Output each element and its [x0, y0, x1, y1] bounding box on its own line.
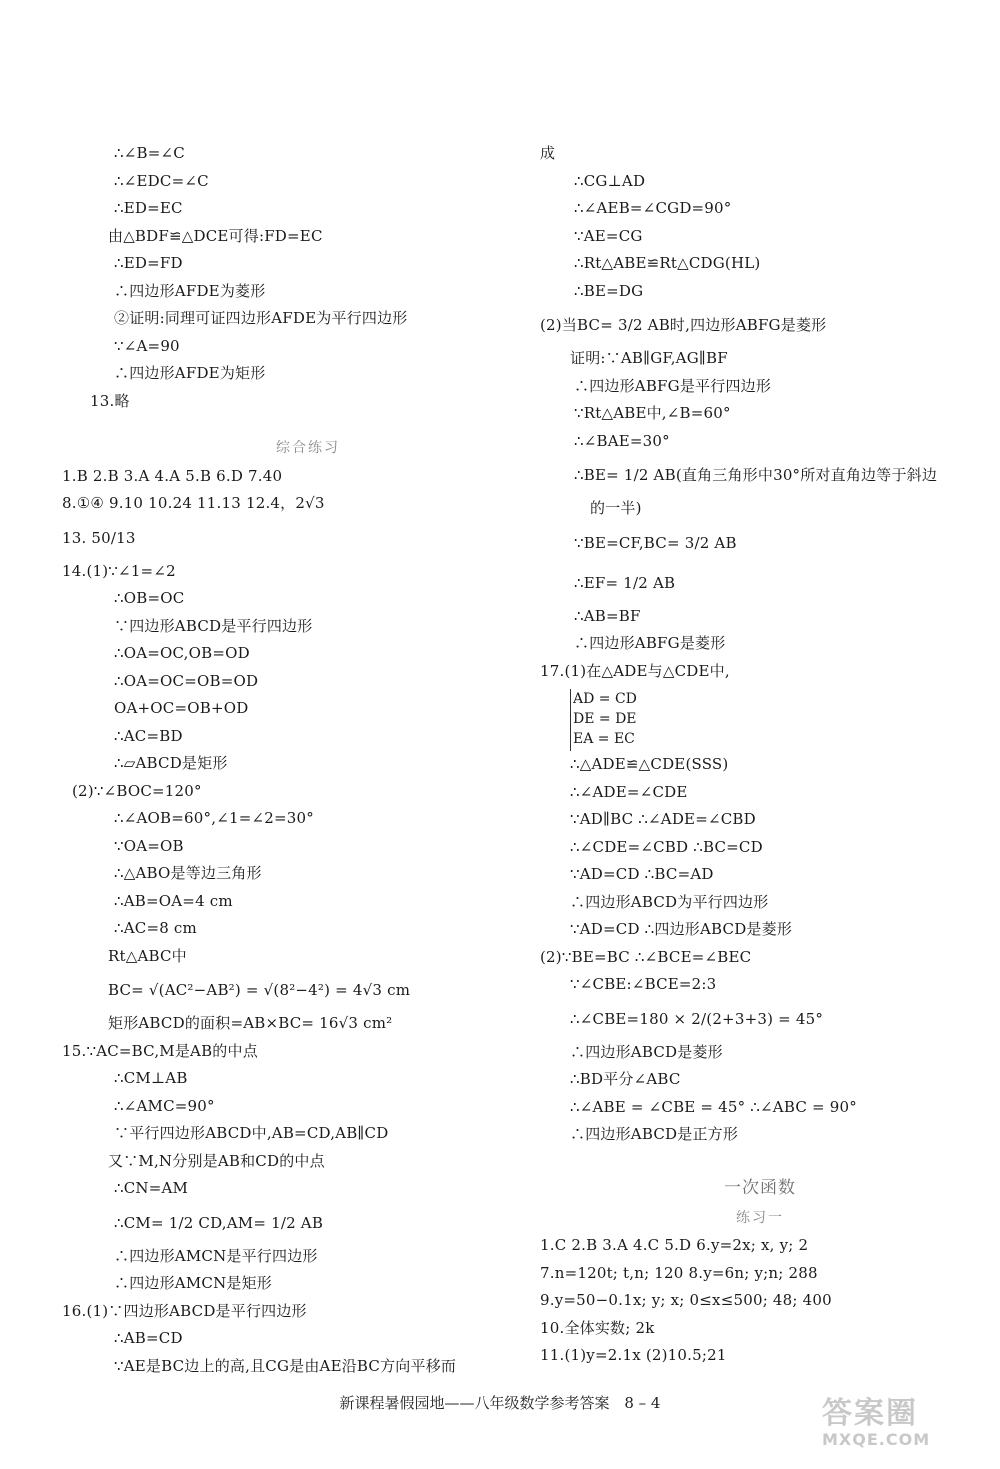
equation-line: AD = CD	[573, 691, 637, 707]
text-line: ∵∠CBE:∠BCE=2:3	[570, 975, 717, 993]
text-line: 16.(1)∵四边形ABCD是平行四边形	[62, 1301, 307, 1320]
watermark-url: MXQE.COM	[822, 1430, 931, 1449]
text-line: ∴CM⊥AB	[114, 1069, 188, 1087]
text-line: 成	[540, 144, 556, 162]
text-line: ∴AB=OA=4 cm	[114, 891, 233, 910]
text-line: ∴∠AOB=60°,∠1=∠2=30°	[114, 809, 314, 827]
text-line: ∴四边形AMCN是矩形	[114, 1274, 272, 1292]
text-line: 17.(1)在△ADE与△CDE中,	[540, 661, 730, 680]
text-line: ∴∠B=∠C	[114, 144, 185, 162]
text-line: ∴CG⊥AD	[574, 171, 646, 190]
text-line: ∴∠BAE=30°	[574, 431, 670, 450]
text-line: ∴ED=EC	[114, 199, 183, 217]
text-line: BC= √(AC²−AB²) = √(8²−4²) = 4√3 cm	[108, 981, 411, 999]
text-line: 7.n=120t; t,n; 120 8.y=6n; y;n; 288	[540, 1263, 818, 1282]
text-line: ∴AC=BD	[114, 726, 183, 745]
text-line: ∵∠A=90	[114, 336, 180, 355]
text-line: ∴BD平分∠ABC	[570, 1070, 681, 1088]
text-line: ∵AE是BC边上的高,且CG是由AE沿BC方向平移而	[114, 1356, 457, 1375]
equation-line: DE = DE	[573, 711, 637, 727]
text-line: 14.(1)∵∠1=∠2	[62, 561, 176, 580]
right-column	[540, 140, 980, 1370]
equation-system	[570, 689, 980, 751]
text-line: 10.全体实数; 2k	[540, 1318, 655, 1337]
text-line: ∴四边形ABCD是菱形	[570, 1042, 723, 1061]
text-line: (2)∵BE=BC ∴∠BCE=∠BEC	[540, 947, 752, 966]
text-line: ∴∠CBE=180 × 2/(2+3+3) = 45°	[570, 1009, 824, 1028]
text-line: ∵AD=CD ∴四边形ABCD是菱形	[570, 920, 793, 938]
page-number: 8 – 4	[624, 1394, 661, 1412]
text-line: Rt△ABC中	[108, 946, 187, 965]
text-line: ∴BE= 1/2 AB(直角三角形中30°所对直角边等于斜边	[574, 466, 938, 484]
text-line: ∴∠EDC=∠C	[114, 171, 209, 190]
text-line: 的一半)	[590, 499, 642, 517]
text-line: ∴△ABO是等边三角形	[114, 864, 262, 882]
text-line: 1.B 2.B 3.A 4.A 5.B 6.D 7.40	[62, 466, 283, 485]
text-line: 13. 50/13	[62, 528, 136, 547]
text-line: ∴AC=8 cm	[114, 919, 197, 937]
text-line: 13.略	[90, 391, 130, 410]
text-line: ∵四边形ABCD是平行四边形	[114, 616, 313, 635]
text-line: 由△BDF≌△DCE可得:FD=EC	[108, 226, 323, 245]
text-line: ∴AB=BF	[574, 606, 641, 625]
text-line: 1.C 2.B 3.A 4.C 5.D 6.y=2x; x, y; 2	[540, 1236, 809, 1254]
text-line: ∵AD=CD ∴BC=AD	[570, 865, 714, 883]
text-line: (2)当BC= 3/2 AB时,四边形ABFG是菱形	[540, 316, 827, 334]
text-line: ∴AB=CD	[114, 1329, 183, 1347]
text-line: ∴四边形ABFG是平行四边形	[574, 376, 772, 395]
text-line: 矩形ABCD的面积=AB×BC= 16√3 cm²	[108, 1014, 393, 1032]
section-heading: 综合练习	[276, 440, 340, 456]
text-line: ∴∠AEB=∠CGD=90°	[574, 199, 732, 217]
text-line: ∴∠ADE=∠CDE	[570, 782, 688, 801]
text-line: ∵平行四边形ABCD中,AB=CD,AB∥CD	[114, 1124, 389, 1142]
watermark-logo	[822, 1388, 930, 1449]
text-line: ∴ED=FD	[114, 254, 183, 272]
sub-heading: 练习一	[736, 1209, 784, 1226]
text-line: ∴四边形AFDE为菱形	[114, 281, 266, 300]
text-line: ∴CN=AM	[114, 1179, 189, 1197]
text-line: 又∵M,N分别是AB和CD的中点	[108, 1151, 325, 1170]
text-line: ∴∠AMC=90°	[114, 1096, 215, 1115]
footer-title: 新课程暑假园地——八年级数学参考答案	[339, 1394, 610, 1412]
text-line: ②证明:同理可证四边形AFDE为平行四边形	[114, 309, 408, 327]
text-line: ∴四边形ABCD是正方形	[570, 1125, 739, 1143]
text-line: ∵AE=CG	[574, 226, 643, 245]
text-line: OA+OC=OB+OD	[114, 699, 249, 717]
text-line: 15.∵AC=BC,M是AB的中点	[62, 1041, 258, 1060]
watermark-text: 答案圈	[822, 1396, 918, 1431]
text-line: 证明:∵AB∥GF,AG∥BF	[570, 349, 728, 367]
text-line: 9.y=50−0.1x; y; x; 0≤x≤500; 48; 400	[540, 1291, 832, 1309]
text-line: ∵BE=CF,BC= 3/2 AB	[574, 533, 737, 552]
text-line: ∴△ADE≌△CDE(SSS)	[570, 755, 729, 773]
left-column	[62, 140, 508, 1380]
text-line: ∴四边形ABCD为平行四边形	[570, 892, 769, 911]
text-line: ∴OA=OC=OB=OD	[114, 671, 259, 690]
equation-line: EA = EC	[573, 731, 635, 747]
text-line: ∵OA=OB	[114, 836, 184, 855]
text-line: ∴CM= 1/2 CD,AM= 1/2 AB	[114, 1213, 324, 1232]
chapter-heading: 一次函数	[724, 1177, 796, 1198]
text-line: ∴OA=OC,OB=OD	[114, 644, 250, 662]
text-line: 8.①④ 9.10 10.24 11.13 12.4，2√3	[62, 494, 325, 512]
text-line: ∴OB=OC	[114, 589, 185, 607]
text-line: ∴四边形AMCN是平行四边形	[114, 1246, 318, 1265]
text-line: ∴∠ABE = ∠CBE = 45° ∴∠ABC = 90°	[570, 1097, 857, 1116]
text-line: ∴∠CDE=∠CBD ∴BC=CD	[570, 837, 763, 856]
text-line: (2)∵∠BOC=120°	[72, 781, 202, 800]
text-line: ∴四边形ABFG是菱形	[574, 634, 726, 652]
text-line: ∵AD∥BC ∴∠ADE=∠CBD	[570, 810, 756, 828]
text-line: 11.(1)y=2.1x (2)10.5;21	[540, 1346, 727, 1364]
text-line: ∵Rt△ABE中,∠B=60°	[574, 404, 731, 422]
text-line: ∴BE=DG	[574, 281, 644, 300]
text-line: ∴四边形AFDE为矩形	[114, 364, 266, 382]
text-line: ∴Rt△ABE≌Rt△CDG(HL)	[574, 254, 761, 272]
text-line: ∴EF= 1/2 AB	[574, 573, 676, 592]
text-line: ∴▱ABCD是矩形	[114, 754, 228, 772]
